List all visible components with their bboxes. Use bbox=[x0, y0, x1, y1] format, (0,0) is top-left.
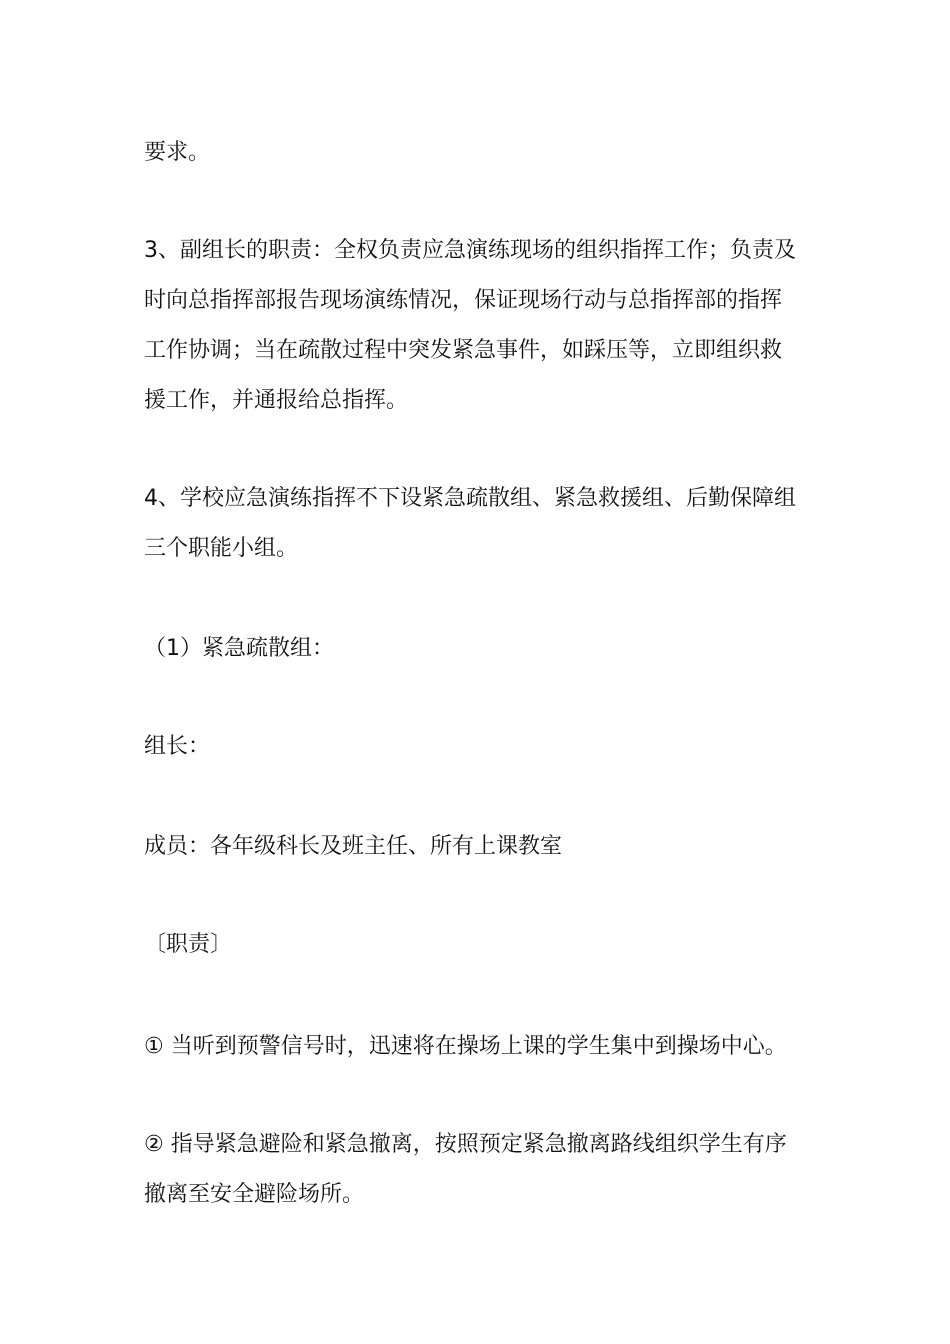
paragraph-deputy-leader-duties bbox=[144, 226, 808, 426]
text-line: 成员：各年级科长及班主任、所有上课教室 bbox=[144, 834, 563, 859]
text-line: ② 指导紧急避险和紧急撤离，按照预定紧急撤离路线组织学生有序 bbox=[144, 1132, 787, 1157]
text-line: 撤离至安全避险场所。 bbox=[144, 1182, 365, 1207]
paragraph-drill-groups bbox=[144, 474, 808, 574]
paragraph-duty-1 bbox=[144, 1022, 808, 1072]
text-line: 组长： bbox=[144, 734, 211, 759]
heading-duties bbox=[144, 920, 808, 970]
text-line: 三个职能小组。 bbox=[144, 536, 299, 561]
paragraph-group-leader bbox=[144, 722, 808, 772]
paragraph-duty-2 bbox=[144, 1120, 808, 1220]
paragraph-members bbox=[144, 822, 808, 872]
text-line: （1）紧急疏散组： bbox=[144, 636, 334, 661]
paragraph-requirement-end bbox=[144, 128, 808, 178]
heading-evacuation-group bbox=[144, 624, 808, 674]
text-line: ① 当听到预警信号时，迅速将在操场上课的学生集中到操场中心。 bbox=[144, 1034, 787, 1059]
text-line: 工作协调；当在疏散过程中突发紧急事件，如踩压等，立即组织救 bbox=[144, 338, 783, 363]
text-line: 4、学校应急演练指挥不下设紧急疏散组、紧急救援组、后勤保障组 bbox=[144, 486, 796, 511]
text-line: 要求。 bbox=[144, 140, 211, 165]
text-line: 3、副组长的职责：全权负责应急演练现场的组织指挥工作；负责及 bbox=[144, 238, 796, 263]
text-line: 〔职责〕 bbox=[144, 932, 233, 957]
text-line: 援工作，并通报给总指挥。 bbox=[144, 388, 409, 413]
text-line: 时向总指挥部报告现场演练情况，保证现场行动与总指挥部的指挥 bbox=[144, 288, 783, 313]
